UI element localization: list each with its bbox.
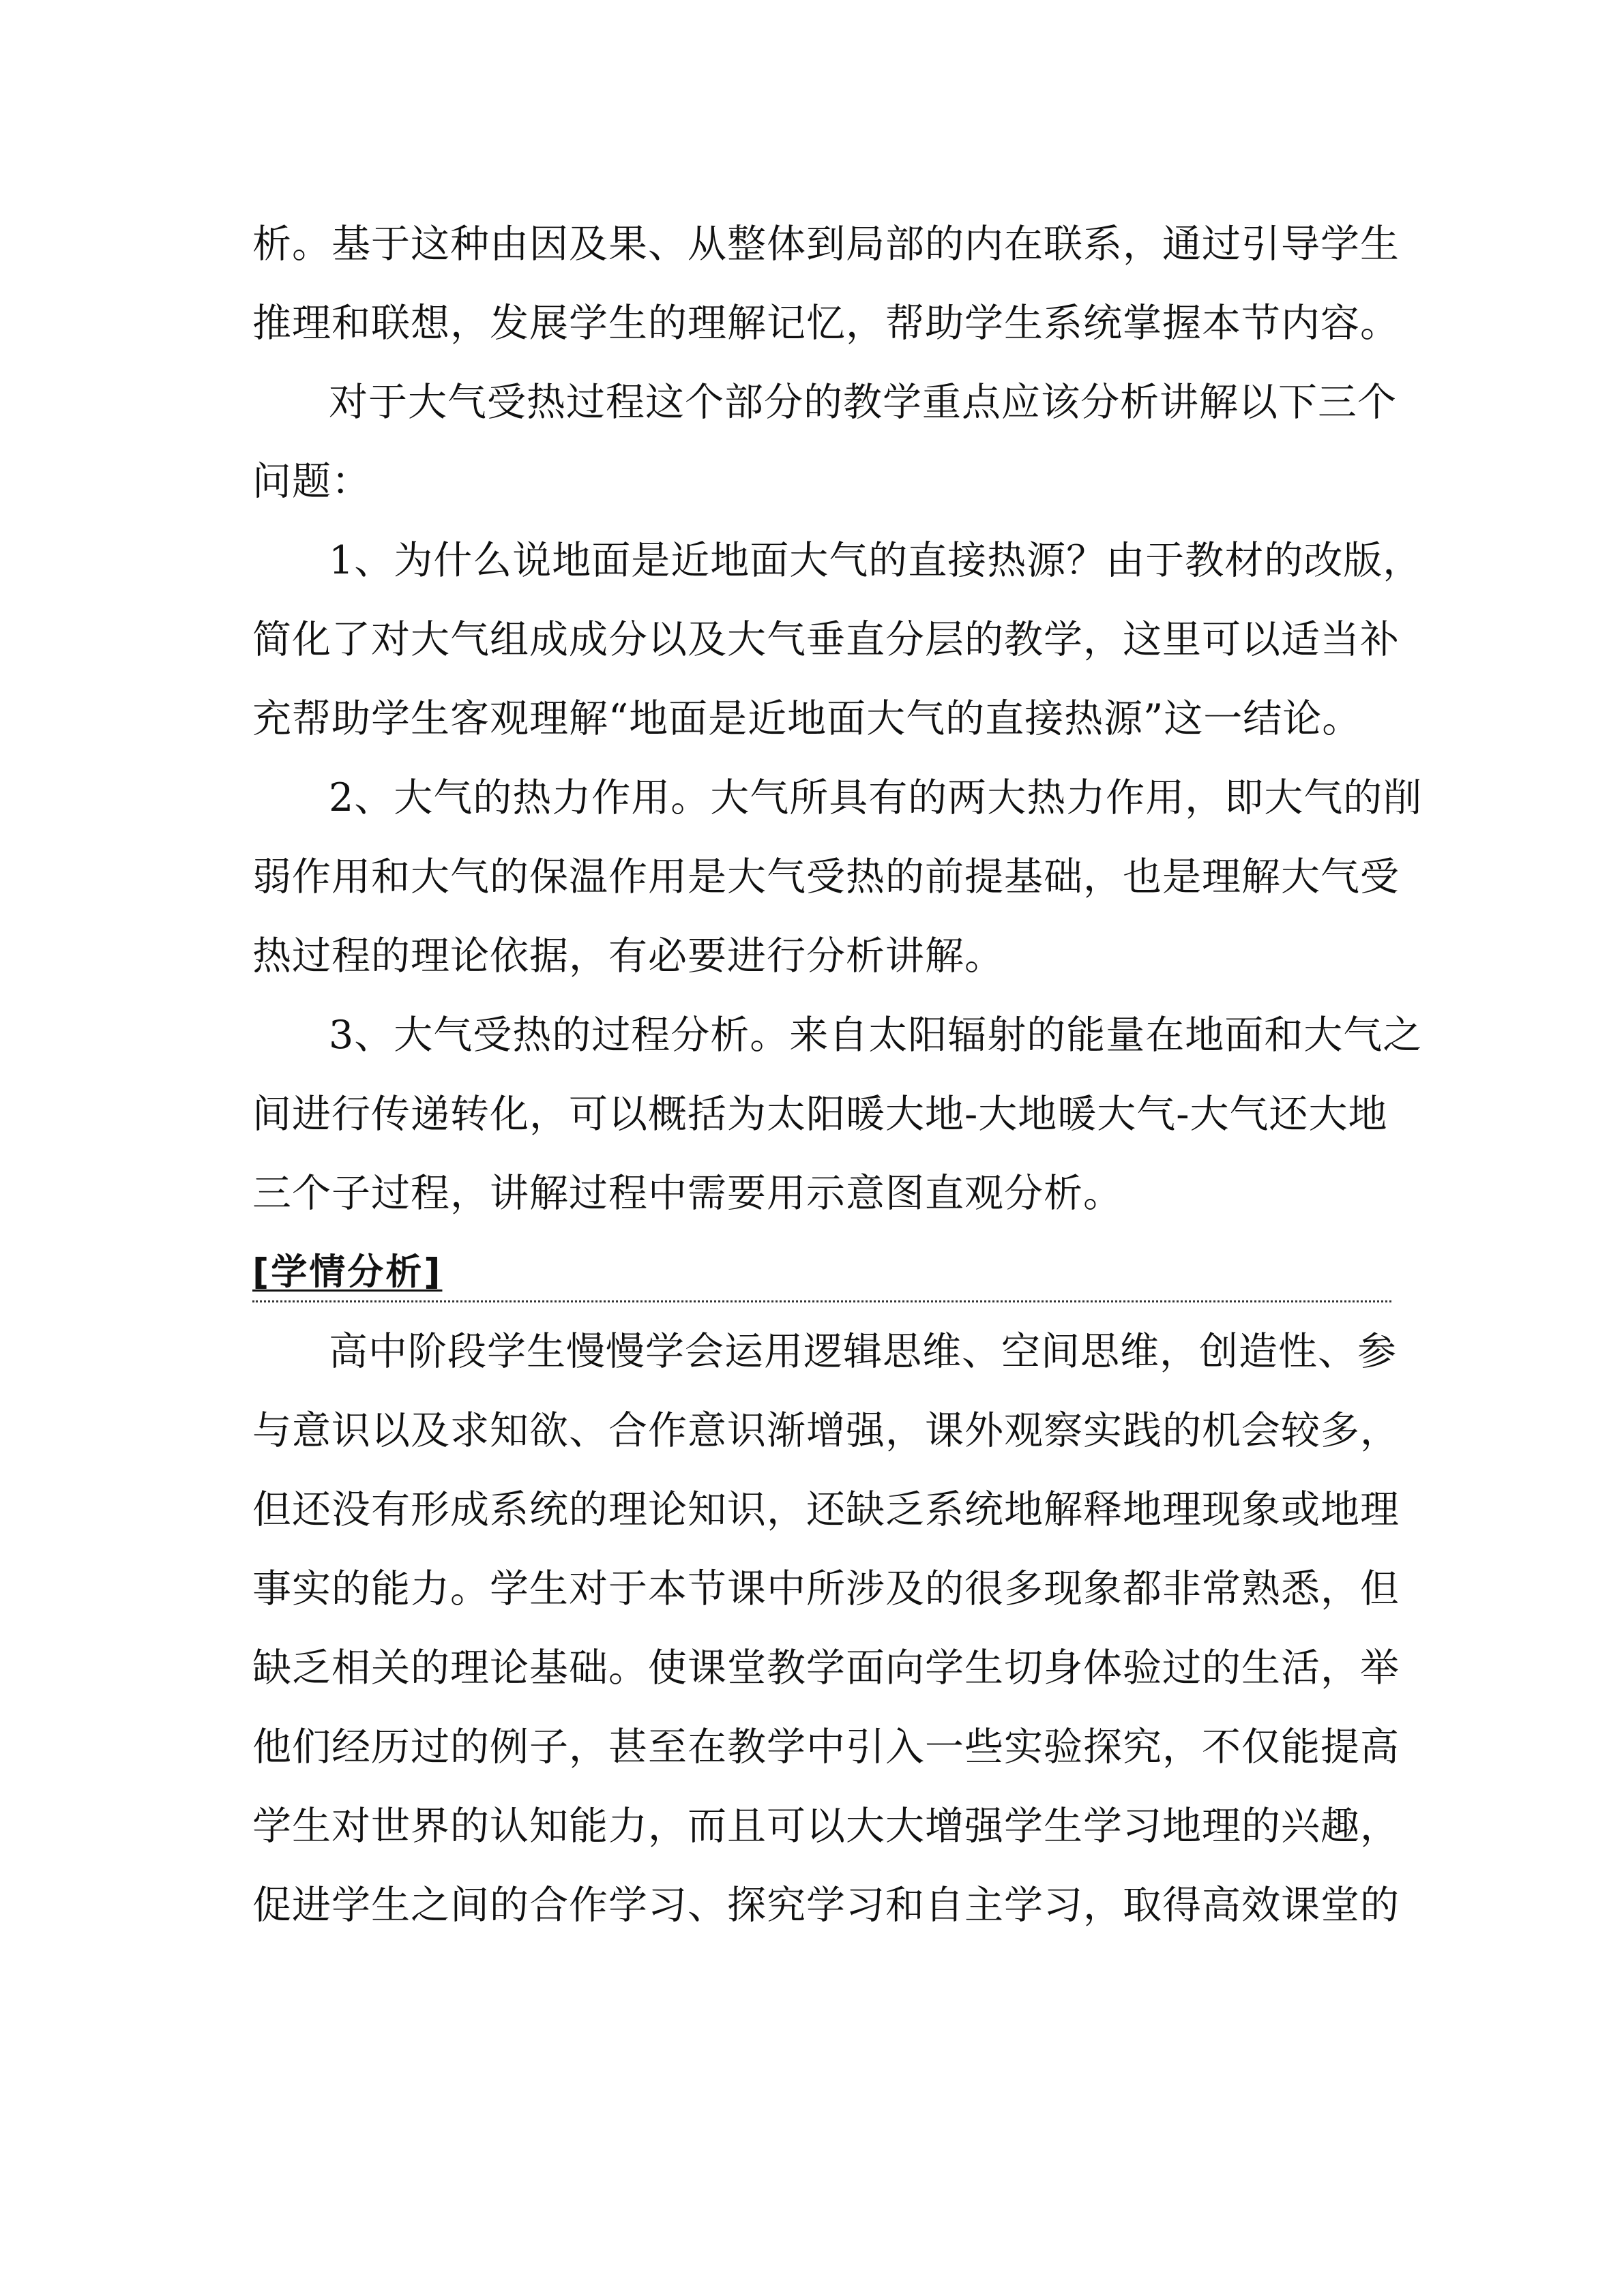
text-line: 3、大气受热的过程分析。来自太阳辐射的能量在地面和大气之	[329, 1013, 1423, 1058]
text-line: 事实的能力。学生对于本节课中所涉及的很多现象都非常熟悉，但	[252, 1566, 1400, 1611]
text-line: 他们经历过的例子，甚至在教学中引入一些实验探究，不仅能提高	[252, 1725, 1400, 1770]
text-line: 对于大气受热过程这个部分的教学重点应该分析讲解以下三个	[329, 380, 1397, 425]
text-line: 1、为什么说地面是近地面大气的直接热源？由于教材的改版，	[329, 538, 1423, 583]
text-line: 缺乏相关的理论基础。使课堂教学面向学生切身体验过的生活，举	[252, 1645, 1400, 1690]
paragraph-teaching-focus	[252, 363, 1397, 521]
text-line: 三个子过程，讲解过程中需要用示意图直观分析。	[252, 1171, 1123, 1216]
text-line: 充帮助学生客观理解“地面是近地面大气的直接热源”这一结论。	[252, 696, 1362, 741]
text-line: 学生对世界的认知能力，而且可以大大增强学生学习地理的兴趣，	[252, 1804, 1400, 1849]
paragraph-student-analysis	[252, 1312, 1400, 1945]
text-line: 2、大气的热力作用。大气所具有的两大热力作用，即大气的削	[329, 775, 1423, 820]
text-line: 推理和联想，发展学生的理解记忆，帮助学生系统掌握本节内容。	[252, 301, 1400, 346]
paragraph-continuation	[252, 205, 1400, 363]
text-line: 热过程的理论依据，有必要进行分析讲解。	[252, 934, 1004, 979]
text-line: 问题：	[252, 459, 371, 504]
text-line: 析。基于这种由因及果、从整体到局部的内在联系，通过引导学生	[252, 222, 1400, 267]
paragraph-item-2	[252, 758, 1423, 996]
dotted-divider	[252, 1300, 1391, 1302]
paragraph-item-1	[252, 521, 1423, 758]
text-line: 弱作用和大气的保温作用是大气受热的前提基础，也是理解大气受	[252, 854, 1400, 899]
section-heading	[252, 1233, 1391, 1312]
text-line: 但还没有形成系统的理论知识，还缺乏系统地解释地理现象或地理	[252, 1487, 1400, 1532]
document-body	[252, 205, 1423, 1945]
text-line: 间进行传递转化，可以概括为太阳暖大地-大地暖大气-大气还大地	[252, 1092, 1388, 1137]
section-heading-text: [学情分析]	[252, 1251, 443, 1293]
text-line: 简化了对大气组成成分以及大气垂直分层的教学，这里可以适当补	[252, 617, 1400, 662]
paragraph-item-3	[252, 996, 1423, 1233]
text-line: 高中阶段学生慢慢学会运用逻辑思维、空间思维，创造性、参	[329, 1329, 1397, 1374]
text-line: 促进学生之间的合作学习、探究学习和自主学习，取得高效课堂的	[252, 1883, 1400, 1928]
text-line: 与意识以及求知欲、合作意识渐增强，课外观察实践的机会较多，	[252, 1408, 1400, 1453]
